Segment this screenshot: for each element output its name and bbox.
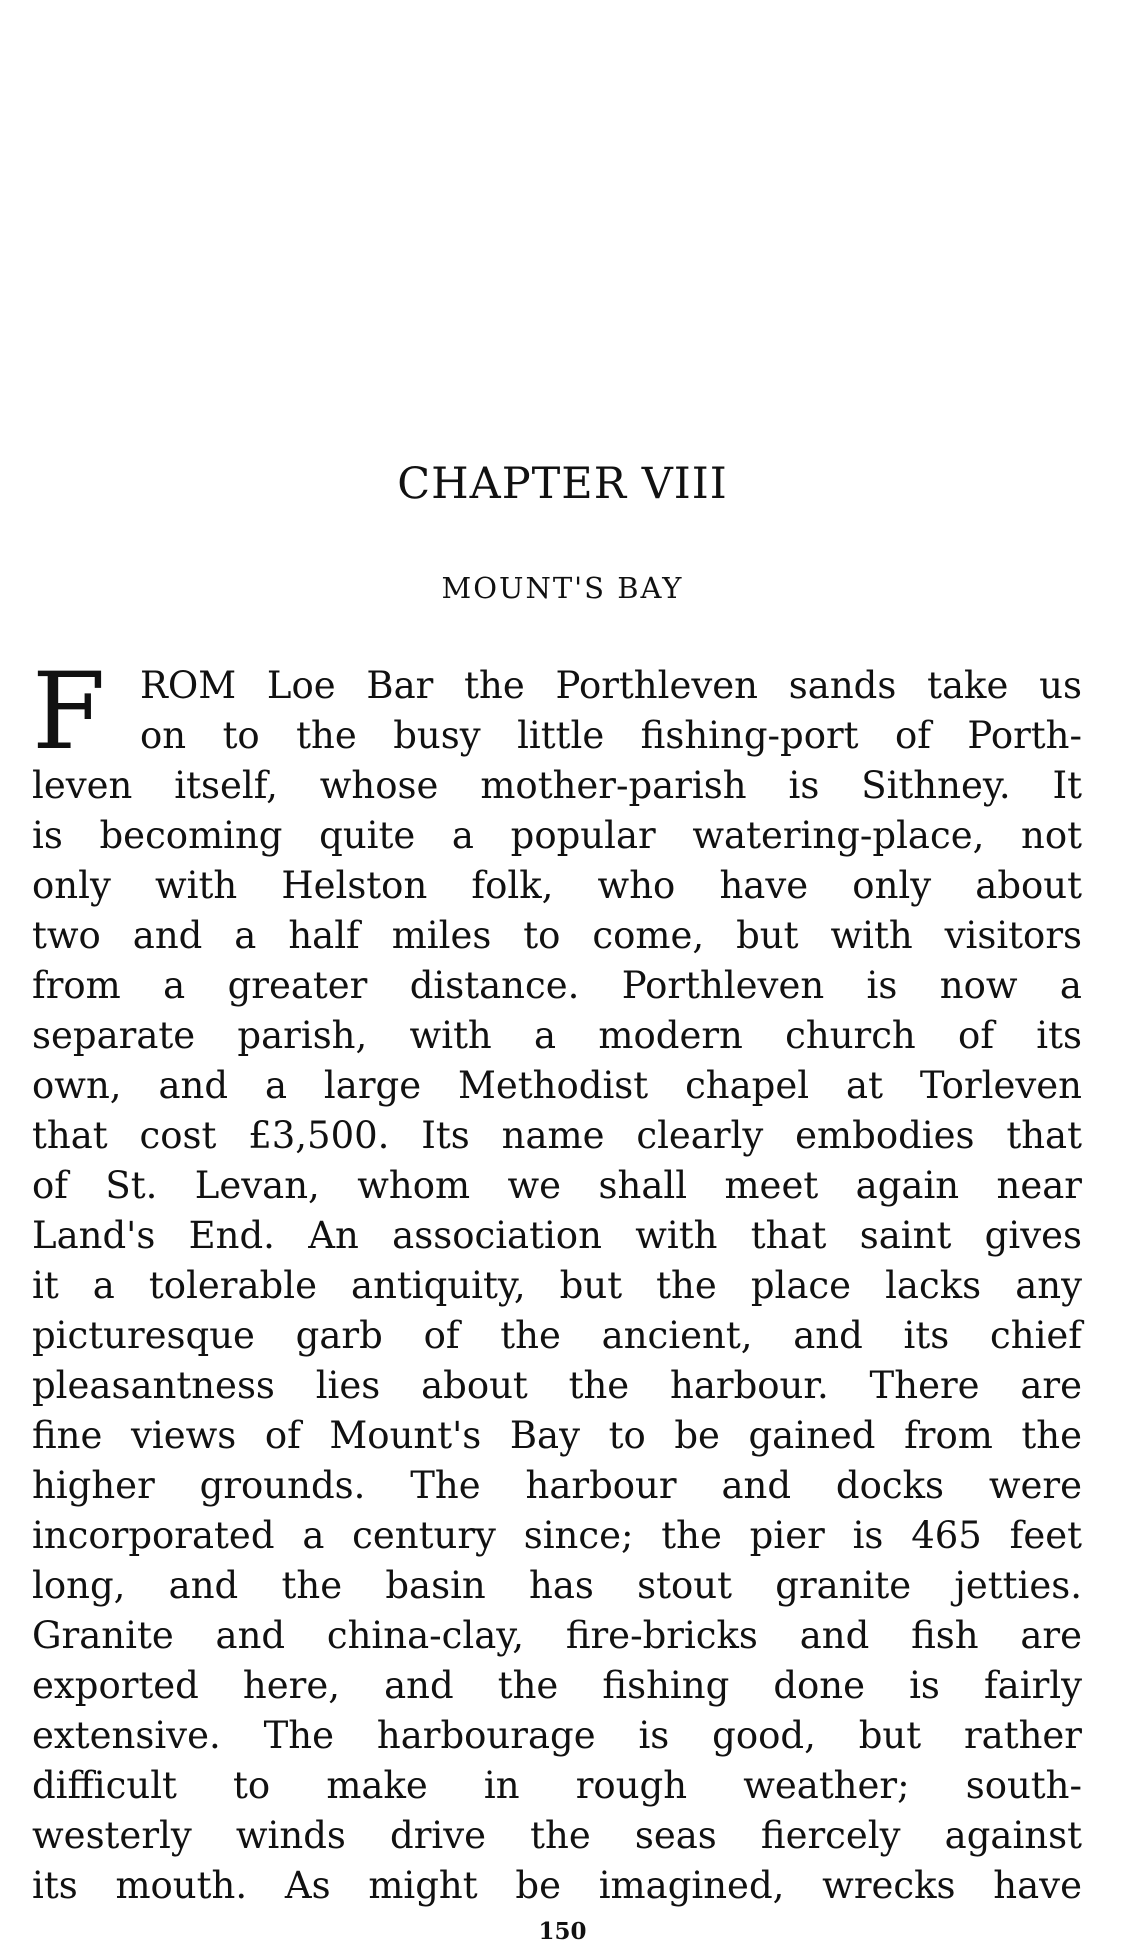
text-line: only with Helston folk, who have only about bbox=[32, 864, 1082, 907]
text-line: two and a half miles to come, but with visitors bbox=[32, 914, 1082, 957]
text-line: exported here, and the fishing done is fairly bbox=[32, 1664, 1082, 1707]
text-line: incorporated a century since; the pier is 465 feet bbox=[32, 1514, 1082, 1557]
text-line: is becoming quite a popular watering-place, not bbox=[32, 814, 1082, 857]
text-line: fine views of Mount's Bay to be gained from the bbox=[32, 1414, 1082, 1457]
text-line: extensive. The harbourage is good, but rather bbox=[32, 1714, 1082, 1757]
text-line: Granite and china-clay, fire-bricks and fish are bbox=[32, 1614, 1082, 1657]
text-line: long, and the basin has stout granite jetties. bbox=[32, 1564, 1082, 1607]
text-line: difficult to make in rough weather; south- bbox=[32, 1764, 1082, 1807]
drop-cap: F bbox=[32, 650, 106, 773]
page-number: 150 bbox=[538, 1918, 587, 1945]
chapter-subtitle: MOUNT'S BAY bbox=[441, 571, 684, 605]
text-line: pleasantness lies about the harbour. There are bbox=[32, 1364, 1082, 1407]
body-text bbox=[32, 650, 1082, 1911]
text-line: Land's End. An association with that saint gives bbox=[32, 1214, 1082, 1257]
text-line: that cost £3,500. Its name clearly embodies that bbox=[32, 1114, 1082, 1157]
text-line: from a greater distance. Porthleven is now a bbox=[32, 964, 1082, 1007]
text-line: picturesque garb of the ancient, and its chief bbox=[32, 1314, 1082, 1357]
text-line: it a tolerable antiquity, but the place lacks any bbox=[32, 1264, 1082, 1307]
text-line: higher grounds. The harbour and docks were bbox=[32, 1464, 1082, 1507]
text-line: its mouth. As might be imagined, wrecks have bbox=[32, 1864, 1082, 1907]
text-line: leven itself, whose mother-parish is Sithney. It bbox=[32, 764, 1082, 807]
chapter-title: CHAPTER VIII bbox=[397, 459, 728, 509]
text-line: ROM Loe Bar the Porthleven sands take us bbox=[140, 664, 1082, 707]
text-line: own, and a large Methodist chapel at Torleven bbox=[32, 1064, 1082, 1107]
opening-block bbox=[32, 650, 1082, 773]
text-line: on to the busy little fishing-port of Porth- bbox=[140, 714, 1082, 757]
text-line: westerly winds drive the seas fiercely against bbox=[32, 1814, 1082, 1857]
text-line: separate parish, with a modern church of its bbox=[32, 1014, 1082, 1057]
text-line: of St. Levan, whom we shall meet again near bbox=[32, 1164, 1082, 1207]
